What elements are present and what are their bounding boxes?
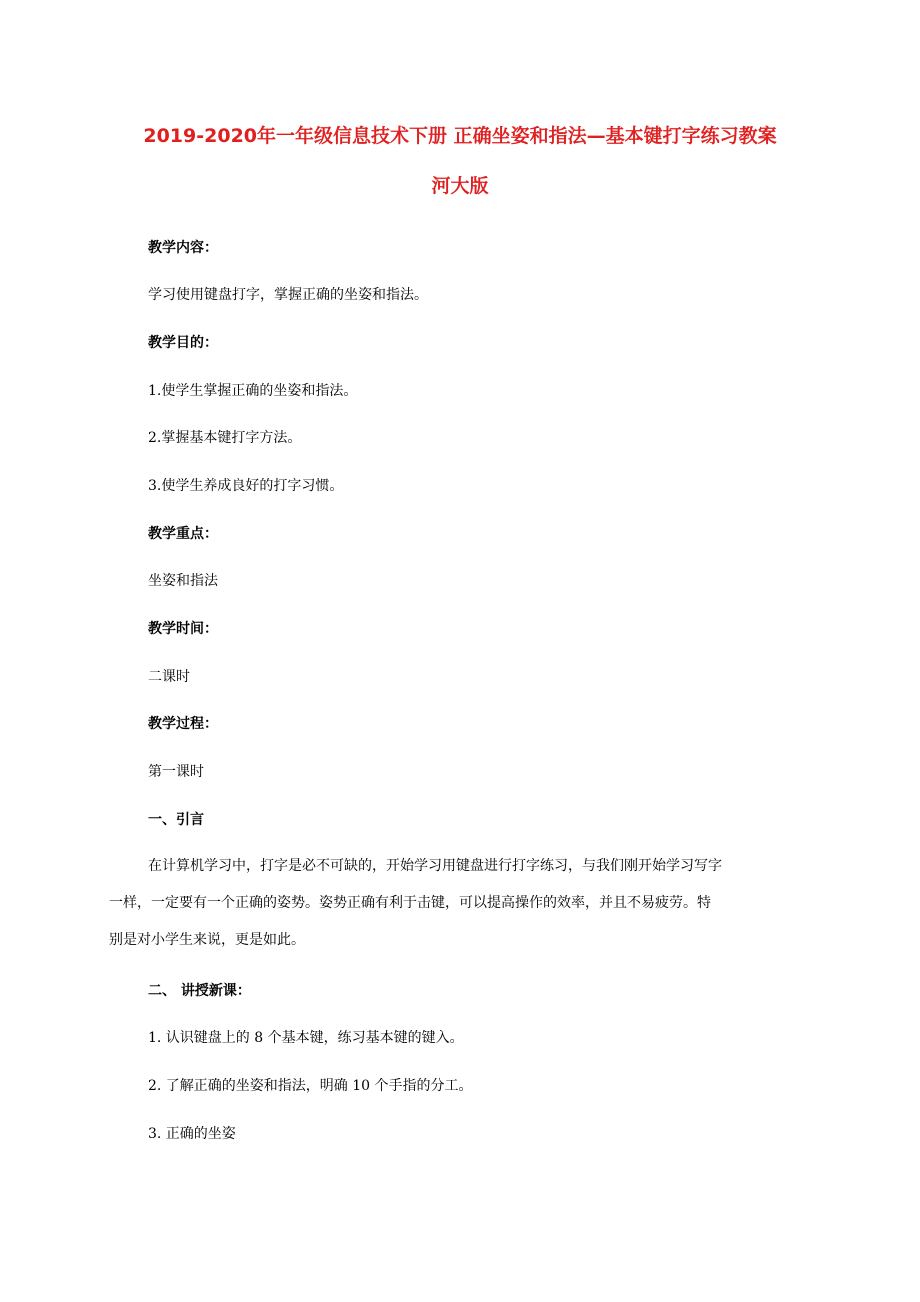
key-text: 坐姿和指法 <box>148 573 218 589</box>
goal-heading: 教学目的： <box>148 335 218 351</box>
intro-paragraph-line-2: 一样，一定要有一个正确的姿势。姿势正确有利于击键，可以提高操作的效率，并且不易疲劳。特 <box>109 895 711 911</box>
goal-item-2: 2.掌握基本键打字方法。 <box>148 430 302 446</box>
goal-item-1: 1.使学生掌握正确的坐姿和指法。 <box>148 383 358 399</box>
new-lesson-item-3: 3. 正确的坐姿 <box>148 1126 236 1142</box>
lesson-1-label: 第一课时 <box>148 764 204 780</box>
content-text: 学习使用键盘打字，掌握正确的坐姿和指法。 <box>148 287 428 303</box>
document-title-line-2: 河大版 <box>431 175 489 197</box>
intro-paragraph-line-1: 在计算机学习中，打字是必不可缺的，开始学习用键盘进行打字练习，与我们刚开始学习写字 <box>148 858 722 874</box>
section-2-heading: 二、 讲授新课： <box>148 983 251 999</box>
intro-paragraph <box>109 848 813 959</box>
key-heading: 教学重点： <box>148 526 218 542</box>
time-heading: 教学时间： <box>148 621 218 637</box>
new-lesson-item-1: 1. 认识键盘上的 8 个基本键，练习基本键的键入。 <box>148 1030 464 1046</box>
section-1-heading: 一、引言 <box>148 812 204 828</box>
time-text: 二课时 <box>148 669 190 685</box>
document-title-line-1: 2019-2020年一年级信息技术下册 正确坐姿和指法—基本键打字练习教案 <box>143 125 777 147</box>
process-heading: 教学过程： <box>148 716 218 732</box>
intro-paragraph-line-3: 别是对小学生来说，更是如此。 <box>109 932 305 948</box>
content-heading: 教学内容： <box>148 240 218 256</box>
goal-item-3: 3.使学生养成良好的打字习惯。 <box>148 478 344 494</box>
new-lesson-item-2: 2. 了解正确的坐姿和指法，明确 10 个手指的分工。 <box>148 1078 473 1094</box>
